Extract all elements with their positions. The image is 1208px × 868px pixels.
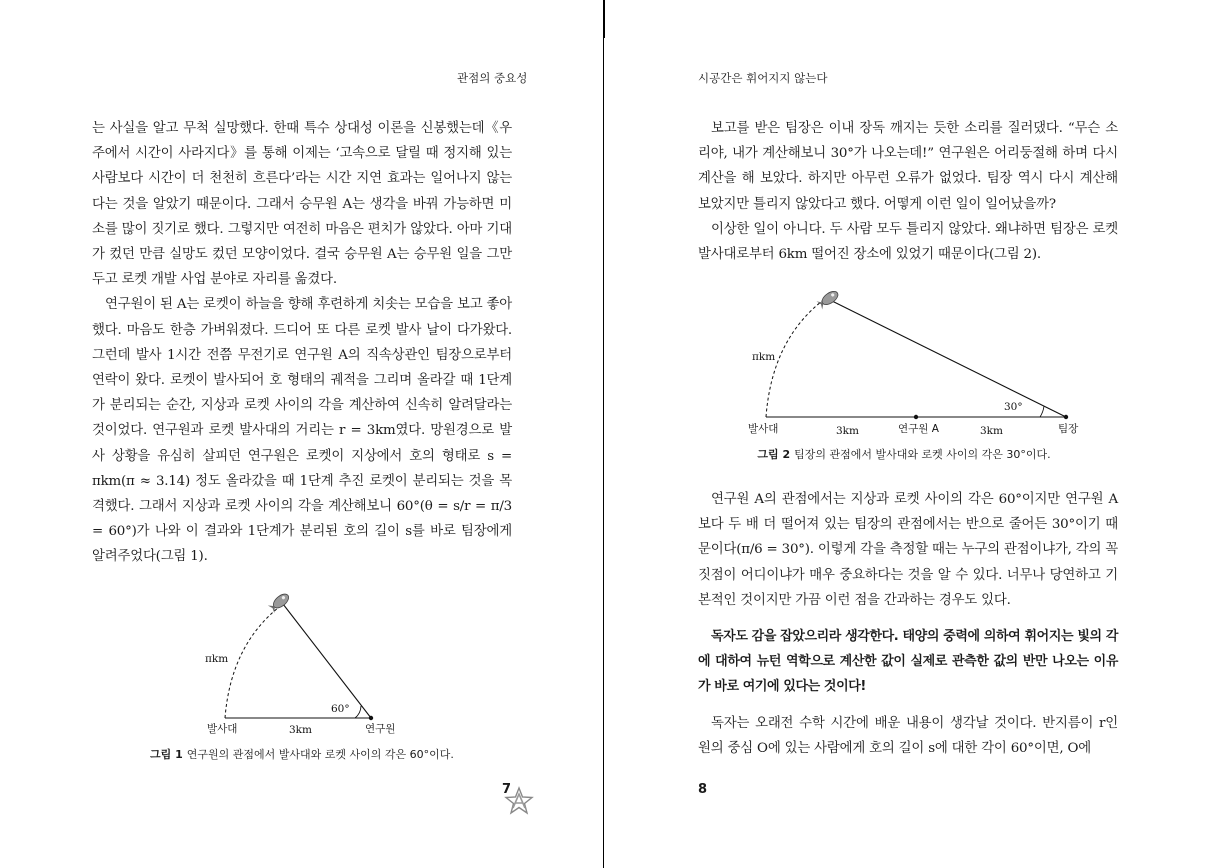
left-paragraph-2: 연구원이 된 A는 로켓이 하늘을 향해 후련하게 치솟는 모습을 보고 좋아했다. 마음도 한층 가벼워졌다. 드디어 또 다른 로켓 발사 날이 다가왔다. 그런데 발사 1시간 전쯤 무전기로 연구원 A의 직속상관인 팀장으로부터 연락이 왔다. 로켓이 발사되어 호 형태의 궤적을 그리며 올라갈 때 1단계가 분리되는 순간, 지상과 로켓 사이의 각을 계산하여 신속히 알려달라는 것이었다. 연구원과 로켓 발사대의 거리는 r = 3km였다. 망원경으로 발사 상황을 유심히 살피던 연구원은 로켓이 지상에서 호의 형태로 s = πkm(π ≈ 3.14) 정도 올라갔을 때 1단계 추진 로켓이 분리되는 것을 목격했다. 그래서 지상과 로켓 사이의 각을 계산해보니 60°(θ = s/r = π/3 = 60°)가 나와 이 결과와 1단계가 분리된 호의 길이 s를 바로 팀장에게 알려주었다(그림 1). xyxy=(92,297,512,565)
left-paragraph-1: 는 사실을 알고 무척 실망했다. 한때 특수 상대성 이론을 신봉했는데《우주에서 시간이 사라지다》를 통해 이제는 ‘고속으로 달릴 때 정지해 있는 사람보다 시간이 더 천천히 흐른다’라는 시간 지연 효과는 일어나지 않는다는 것을 알았기 때문이다. 그래서 승무원 A는 생각을 바꿔 가능하면 미소를 많이 짓기로 했다. 그렇지만 여전히 마음은 편치가 않았다. 아마 기대가 컸던 만큼 실망도 컸던 모양이었다. 결국 승무원 A는 승무원 일을 그만 두고 로켓 개발 사업 분야로 자리를 옮겼다. xyxy=(92,121,512,288)
figure-1-distance-label: 3km xyxy=(289,724,312,736)
figure-2-teamleader-label: 팀장 xyxy=(1058,423,1079,435)
figure-2-angle-arc xyxy=(1040,406,1044,417)
figure-1-caption xyxy=(150,746,454,762)
figure-2-sight-line xyxy=(826,298,1066,417)
left-page-number: 7 xyxy=(502,782,512,797)
right-page xyxy=(604,0,1208,868)
figure-1-researcher-label: 연구원 xyxy=(365,723,396,735)
figure-2-caption xyxy=(754,446,1054,462)
right-page-number: 8 xyxy=(698,782,708,797)
left-running-head: 관점의 중요성 xyxy=(457,71,528,85)
star-logo-icon xyxy=(504,786,534,816)
right-body-bottom xyxy=(698,711,1118,761)
figure-2-caption-text: 팀장의 관점에서 발사대와 로켓 사이의 각은 30°이다. xyxy=(794,448,1051,461)
figure-2-teamleader-point xyxy=(1064,415,1068,419)
figure-2-distance2-label: 3km xyxy=(980,425,1003,437)
right-body-top xyxy=(698,116,1118,267)
figure-1-sight-line xyxy=(283,604,371,718)
right-paragraph-2: 이상한 일이 아니다. 두 사람 모두 틀리지 않았다. 왜냐하면 팀장은 로켓 발사대로부터 6km 떨어진 장소에 있었기 때문이다(그림 2). xyxy=(698,221,1118,263)
right-body-mid xyxy=(698,487,1118,613)
right-paragraph-5: 독자는 오래전 수학 시간에 배운 내용이 생각날 것이다. 반지름이 r인 원의 중심 O에 있는 사람에게 호의 길이 s에 대한 각이 60°이면, O에 xyxy=(698,716,1118,757)
figure-2-rocket-icon xyxy=(816,289,840,310)
figure-1-caption-text: 연구원의 관점에서 발사대와 로켓 사이의 각은 60°이다. xyxy=(186,748,454,761)
figure-2-diagram xyxy=(742,286,1092,438)
right-running-head: 시공간은 휘어지지 않는다 xyxy=(698,71,828,85)
figure-1-researcher-point xyxy=(369,716,373,720)
figure-1-launchpad-label: 발사대 xyxy=(207,723,238,735)
figure-2-distance1-label: 3km xyxy=(836,425,859,437)
figure-1-arc-trajectory xyxy=(225,604,283,718)
figure-1-caption-prefix: 그림 1 xyxy=(150,748,183,761)
left-body-text xyxy=(92,116,512,570)
figure-2-caption-prefix: 그림 2 xyxy=(757,448,791,461)
figure-1-angle-label: 60° xyxy=(331,703,350,715)
right-bold-paragraph xyxy=(698,624,1118,700)
right-paragraph-bold-text: 독자도 감을 잡았으리라 생각한다. 태양의 중력에 의하여 휘어지는 빛의 각에 대하여 뉴턴 역학으로 계산한 값이 실제로 관측한 값의 반만 나오는 이유가 바로 여기에 있다는 것이다! xyxy=(698,629,1118,695)
right-paragraph-3: 연구원 A의 관점에서는 지상과 로켓 사이의 각은 60°이지만 연구원 A보다 두 배 더 떨어져 있는 팀장의 관점에서는 반으로 줄어든 30°이기 때문이다(π/6 = 30°). 이렇게 각을 측정할 때는 누구의 관점이냐가, 각의 꼭짓점이 어디이냐가 매우 중요하다는 것을 알 수 있다. 너무나 당연하고 기본적인 것이지만 가끔 이런 점을 간과하는 경우도 있다. xyxy=(698,492,1118,608)
figure-1-angle-arc xyxy=(355,706,361,718)
figure-1-arc-label: πkm xyxy=(205,653,229,665)
figure-1-diagram xyxy=(195,588,415,736)
figure-2-researcher-point xyxy=(914,415,918,419)
figure-2-angle-label: 30° xyxy=(1004,401,1023,413)
right-paragraph-1: 보고를 받은 팀장은 이내 장독 깨지는 듯한 소리를 질러댔다. “무슨 소리야, 내가 계산해보니 30°가 나오는데!” 연구원은 어리둥절해 하며 다시 계산을 해 보았다. 하지만 아무런 오류가 없었다. 팀장 역시 다시 계산해 보았지만 틀리지 않았다고 했다. 어떻게 이런 일이 일어났을까? xyxy=(698,121,1118,212)
figure-2-launchpad-label: 발사대 xyxy=(748,423,779,435)
figure-2-arc-label: πkm xyxy=(752,351,776,363)
figure-2-researcher-label: 연구원 A xyxy=(898,423,939,435)
